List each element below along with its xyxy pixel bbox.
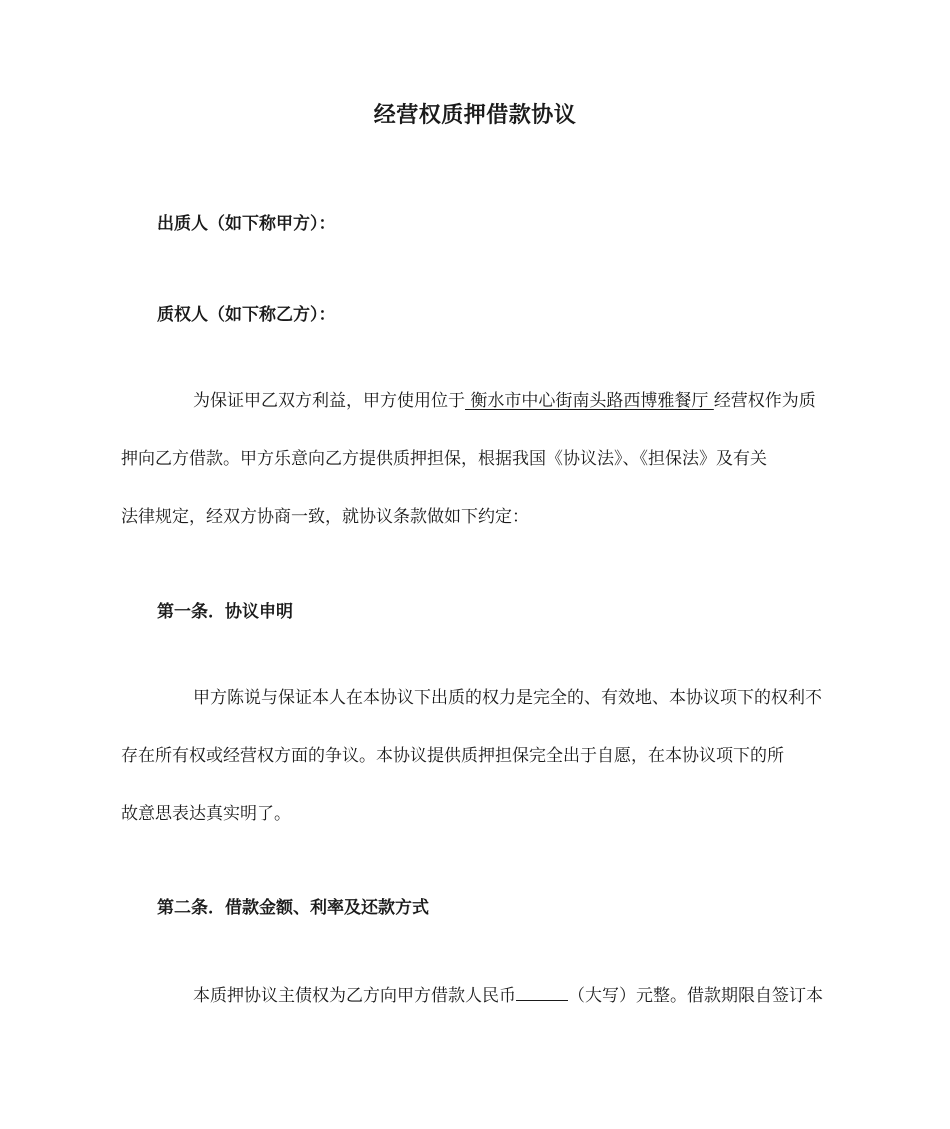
- article1-line-1: 甲方陈说与保证本人在本协议下出质的权力是完全的、有效地、本协议项下的权利不: [193, 688, 822, 708]
- article2-heading: 第二条．借款金额、利率及还款方式: [157, 898, 429, 918]
- intro-line-2: 押向乙方借款。甲方乐意向乙方提供质押担保，根据我国《协议法》、《担保法》及有关: [121, 449, 767, 469]
- article1-line-2: 存在所有权或经营权方面的争议。本协议提供质押担保完全出于自愿，在本协议项下的所: [121, 746, 784, 766]
- intro-line-3: 法律规定，经双方协商一致，就协议条款做如下约定：: [121, 507, 529, 527]
- pledgor-label: 出质人（如下称甲方）：: [157, 214, 336, 234]
- article2-line-1: [121, 967, 829, 1025]
- pledgee-label: 质权人（如下称乙方）：: [157, 305, 336, 325]
- intro-line-1: [121, 372, 829, 430]
- article1-paragraph: [121, 669, 829, 843]
- intro-paragraph: [121, 372, 829, 546]
- amount-blank: [516, 986, 568, 1001]
- article1-heading: 第一条．协议申明: [157, 602, 293, 622]
- intro-text-end: 经营权作为质: [713, 391, 816, 411]
- article1-line-3: 故意思表达真实明了。: [121, 804, 291, 824]
- location-fill: 衡水市中心街南头路西博雅餐厅: [465, 391, 714, 411]
- intro-text-start: 为保证甲乙双方利益，甲方使用位于: [193, 391, 465, 411]
- article2-text-start: 本质押协议主债权为乙方向甲方借款人民币: [193, 986, 516, 1006]
- article2-text-end: （大写）元整。借款期限自签订本: [568, 986, 823, 1006]
- article2-paragraph: [121, 967, 829, 1025]
- document-title: 经营权质押借款协议: [373, 103, 577, 128]
